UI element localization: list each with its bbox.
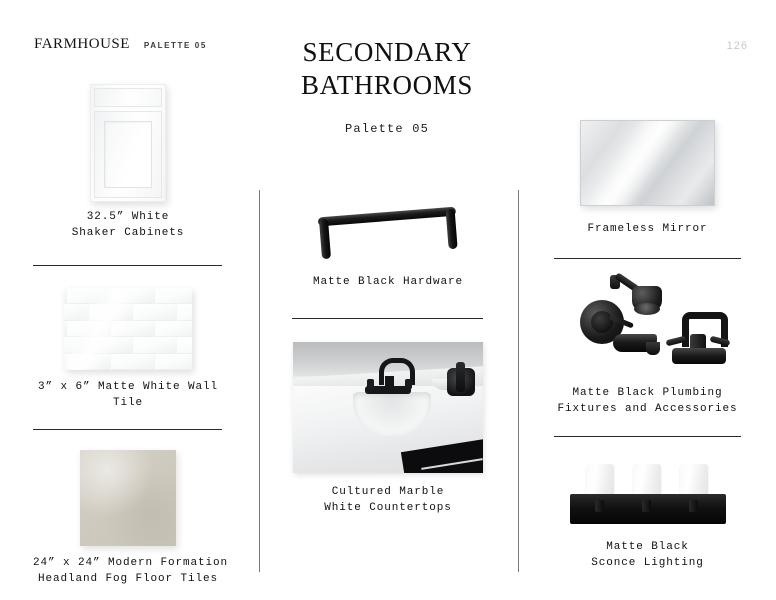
divider-right-2 bbox=[554, 436, 741, 437]
divider-left-1 bbox=[33, 265, 222, 266]
caption-line-1: 3” x 6” Matte White Wall bbox=[37, 381, 219, 393]
caption-line-2: Sconce Lighting bbox=[591, 556, 704, 569]
page-number: 126 bbox=[726, 40, 748, 52]
item-headland-fog-floor-tiles bbox=[33, 448, 229, 588]
divider-left-2 bbox=[33, 429, 222, 430]
sconce-lighting-image bbox=[564, 452, 732, 532]
photo-accessory-bottle bbox=[456, 362, 465, 392]
subway-row bbox=[64, 337, 192, 353]
cabinet-pull-leg-right bbox=[446, 209, 458, 250]
frameless-mirror-image bbox=[580, 120, 715, 206]
divider-right-1 bbox=[554, 258, 741, 259]
column-divider-left bbox=[259, 190, 260, 572]
caption-line-1: Frameless Mirror bbox=[587, 223, 708, 235]
palette-subtitle: Palette 05 bbox=[344, 122, 429, 136]
sconce-neck-1 bbox=[595, 500, 604, 512]
page-title-line-1: SECONDARY bbox=[302, 37, 472, 67]
shower-valve-inner bbox=[591, 311, 613, 333]
page-title bbox=[262, 36, 512, 102]
caption-matte-black-plumbing-fixtures bbox=[554, 386, 741, 418]
floor-tile-swatch bbox=[33, 448, 223, 546]
plumbing-fixtures-image bbox=[560, 272, 735, 380]
caption-line-1: Matte Black Plumbing bbox=[572, 387, 723, 399]
item-matte-black-hardware bbox=[292, 195, 484, 291]
plumbing-swatch bbox=[554, 270, 741, 380]
caption-line-1: Matte Black Hardware bbox=[312, 276, 464, 288]
caption-white-shaker-cabinets bbox=[33, 210, 223, 242]
subway-row bbox=[64, 321, 192, 337]
cabinet-door-front bbox=[94, 111, 162, 198]
item-matte-white-wall-tile bbox=[33, 286, 223, 412]
subway-row bbox=[64, 288, 192, 304]
item-cultured-marble-countertops bbox=[292, 340, 484, 517]
caption-line-2: Headland Fog Floor Tiles bbox=[37, 572, 219, 585]
cabinet-drawer-front bbox=[94, 88, 162, 107]
photo-faucet-handle-right bbox=[405, 379, 412, 389]
subway-tile-rows bbox=[64, 288, 192, 370]
item-matte-black-sconce-lighting bbox=[554, 450, 741, 572]
photo-faucet-handle-left bbox=[367, 379, 374, 389]
caption-line-2: Tile bbox=[112, 396, 143, 409]
brand-name: FARMHOUSE bbox=[34, 36, 130, 52]
floor-tile-image bbox=[80, 450, 176, 546]
sconce-neck-2 bbox=[642, 500, 651, 512]
sconce-swatch bbox=[554, 450, 741, 532]
caption-headland-fog-floor-tiles bbox=[33, 556, 229, 588]
subway-row bbox=[64, 304, 192, 320]
mirror-reflection-sheen bbox=[581, 121, 714, 205]
caption-line-2: Fixtures and Accessories bbox=[557, 402, 738, 415]
shower-head-face bbox=[634, 303, 660, 315]
cabinet-pull-image bbox=[313, 199, 463, 261]
caption-matte-white-wall-tile bbox=[33, 380, 223, 412]
caption-matte-black-sconce-lighting bbox=[554, 540, 741, 572]
caption-line-1: Cultured Marble bbox=[331, 486, 445, 498]
mirror-swatch bbox=[554, 118, 741, 206]
item-white-shaker-cabinets bbox=[33, 72, 223, 242]
caption-cultured-marble-countertops bbox=[292, 485, 484, 517]
caption-line-1: 24” x 24” Modern Formation bbox=[33, 557, 229, 569]
item-matte-black-plumbing-fixtures bbox=[554, 270, 741, 418]
subway-tile-image bbox=[64, 288, 192, 370]
subway-row bbox=[64, 354, 192, 370]
caption-matte-black-hardware bbox=[292, 275, 484, 291]
page-title-line-2: BATHROOMS bbox=[301, 69, 473, 100]
caption-line-1: 32.5” White bbox=[86, 211, 170, 223]
cabinet-pull-body bbox=[311, 193, 465, 267]
divider-center-1 bbox=[292, 318, 483, 319]
caption-line-2: White Countertops bbox=[324, 501, 452, 514]
item-frameless-mirror bbox=[554, 118, 741, 238]
brand-palette-label: PALETTE 05 bbox=[143, 41, 207, 50]
sconce-neck-3 bbox=[689, 500, 698, 512]
column-divider-right bbox=[518, 190, 519, 572]
cabinet-pull-bar bbox=[318, 207, 456, 227]
hardware-swatch bbox=[292, 195, 484, 261]
cabinet-swatch bbox=[33, 72, 223, 202]
cabinet-door-image bbox=[90, 84, 166, 202]
cabinet-recessed-panel bbox=[104, 121, 152, 188]
caption-line-2: Shaker Cabinets bbox=[71, 226, 185, 239]
caption-line-1: Matte Black bbox=[606, 541, 689, 553]
brand-header bbox=[34, 36, 207, 53]
faucet-base-plate bbox=[672, 348, 726, 364]
countertop-photo bbox=[293, 342, 483, 473]
countertop-swatch bbox=[292, 340, 484, 473]
caption-frameless-mirror bbox=[554, 222, 741, 238]
wall-tile-swatch bbox=[33, 286, 223, 370]
tub-spout-tip bbox=[646, 342, 660, 355]
